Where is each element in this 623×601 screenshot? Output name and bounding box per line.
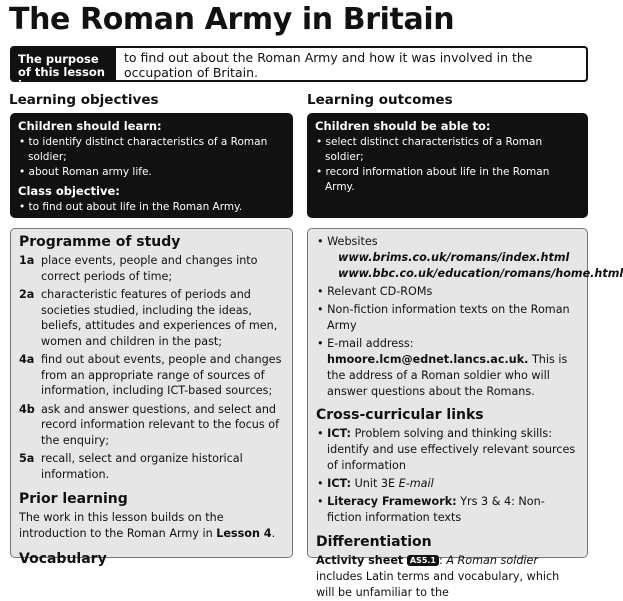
cross-link-item: • Literacy Framework: Yrs 3 & 4: Non-fiction information texts <box>317 495 545 524</box>
purpose-text: to find out about the Roman Army and how it was involved in the occupation of Britain. <box>124 50 533 80</box>
purpose-label: The purpose of this lesson is: <box>12 48 116 80</box>
email-item: • E-mail address: hmoore.lcm@ednet.lancs.ac.uk. This is the address of a Roman soldier who will answer questions about the Romans. <box>317 337 568 398</box>
learning-objectives-heading: Learning objectives <box>9 92 159 108</box>
cross-link-item: • ICT: Problem solving and thinking skills: identify and use effectively relevant sources of information <box>317 427 576 472</box>
study-item: 4b ask and answer questions, and select and record information relevant to the focus of the enquiry; <box>19 402 280 447</box>
study-item: 1a place events, people and changes into correct periods of time; <box>19 254 258 283</box>
study-item: 5a recall, select and organize historical information. <box>19 452 243 481</box>
children-learn-heading: Children should learn: <box>18 119 162 133</box>
website-link-brims[interactable]: www.brims.co.uk/romans/index.html <box>338 251 570 264</box>
prior-learning-heading: Prior learning <box>19 491 128 507</box>
nonfiction-item: • Non-fiction information texts on the Roman Army <box>317 303 570 332</box>
purpose-box <box>10 46 588 92</box>
children-able-heading: Children should be able to: <box>315 119 491 133</box>
outcomes-box <box>307 113 588 218</box>
study-item: 2a characteristic features of periods and societies studied, including the ideas, beliefs, attitudes and experiences of men, women and children in the past; <box>19 288 278 348</box>
class-objective-heading: Class objective: <box>18 184 120 198</box>
vocabulary-heading: Vocabulary <box>19 551 107 567</box>
objective-item: • about Roman army life. <box>19 166 152 178</box>
differentiation-text: Activity sheet AS5.1 : A Roman soldier includes Latin terms and vocabulary, which will be unfamiliar to the <box>316 554 560 599</box>
objectives-box <box>10 113 293 218</box>
prior-learning-text: The work in this lesson builds on the introduction to the Roman Army in Lesson 4. <box>19 511 276 540</box>
website-link-bbc[interactable]: www.bbc.co.uk/education/romans/home.html <box>338 267 623 280</box>
outcome-item: • record information about life in the Roman Army. <box>316 166 550 193</box>
learning-outcomes-heading: Learning outcomes <box>307 92 453 108</box>
programme-heading: Programme of study <box>19 234 181 250</box>
differentiation-heading: Differentiation <box>316 534 432 550</box>
study-item: 4a find out about events, people and changes from an appropriate range of sources of information, including ICT-based sources; <box>19 353 282 397</box>
cdroms-item: • Relevant CD-ROMs <box>317 285 433 298</box>
objective-item: • to identify distinct characteristics of a Roman soldier; <box>19 136 268 163</box>
activity-sheet-badge: AS5.1 <box>407 555 439 566</box>
email-link[interactable]: hmoore.lcm@ednet.lancs.ac.uk. <box>327 353 529 366</box>
resources-panel <box>307 228 623 599</box>
websites-item: • Websites www.brims.co.uk/romans/index.html www.bbc.co.uk/education/romans/home.html <box>317 235 623 280</box>
class-objective-item: • to find out about life in the Roman Army. <box>19 201 243 213</box>
outcome-item: • select distinct characteristics of a Roman soldier; <box>316 136 543 163</box>
programme-panel <box>10 228 293 567</box>
page-title: The Roman Army in Britain <box>9 2 455 37</box>
cross-link-item: • ICT: Unit 3E E-mail <box>317 477 434 490</box>
cross-curricular-heading: Cross-curricular links <box>316 407 484 423</box>
